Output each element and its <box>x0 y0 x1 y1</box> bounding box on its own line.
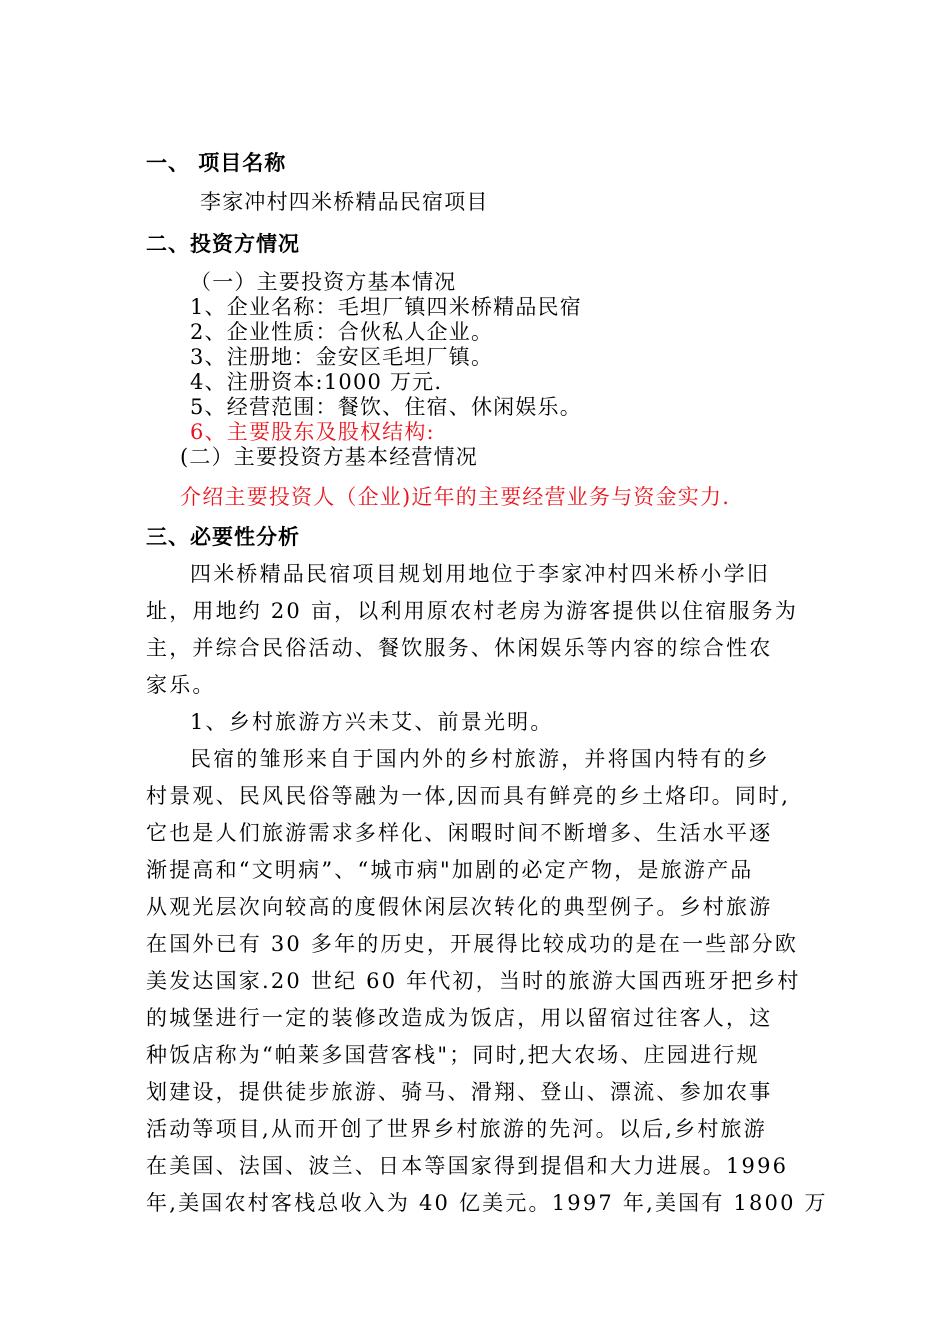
paragraph-line: 的城堡进行一定的装修改造成为饭店，用以留宿过往客人，这 <box>146 1006 773 1030</box>
paragraph-line: 划建设，提供徒步旅游、骑马、滑翔、登山、漂流、参加农事 <box>146 1080 773 1104</box>
investor-item: 1、企业名称：毛坦厂镇四米桥精品民宿 <box>190 295 582 319</box>
investor-item: 5、经营范围：餐饮、住宿、休闲娱乐。 <box>190 395 582 419</box>
investor-item-shareholders: 6、主要股东及股权结构: <box>190 420 435 444</box>
subsection-investor-operations: (二）主要投资方基本经营情况 <box>180 445 478 469</box>
section2-heading: 二、投资方情况 <box>146 232 300 256</box>
point-heading: 1、乡村旅游方兴未艾、前景光明。 <box>190 710 554 734</box>
paragraph-line: 址，用地约 20 亩，以利用原农村老房为游客提供以住宿服务为 <box>146 599 799 623</box>
paragraph-line: 活动等项目,从而开创了世界乡村旅游的先河。以后,乡村旅游 <box>146 1117 767 1141</box>
investor-item: 3、注册地：金安区毛坦厂镇。 <box>190 345 494 369</box>
paragraph-line: 从观光层次向较高的度假休闲层次转化的典型例子。乡村旅游 <box>146 895 773 919</box>
paragraph-line: 美发达国家.20 世纪 60 年代初，当时的旅游大国西班牙把乡村 <box>146 969 801 993</box>
paragraph-line: 年,美国农村客栈总收入为 40 亿美元。1997 年,美国有 1800 万 <box>146 1191 828 1215</box>
subsection-investor-basic: （一）主要投资方基本情况 <box>190 270 457 294</box>
paragraph-line: 在国外已有 30 多年的历史，开展得比较成功的是在一些部分欧 <box>146 932 799 956</box>
paragraph-line: 民宿的雏形来自于国内外的乡村旅游，并将国内特有的乡 <box>190 747 770 771</box>
paragraph-line: 主，并综合民俗活动、餐饮服务、休闲娱乐等内容的综合性农 <box>146 636 773 660</box>
paragraph-line: 家乐。 <box>146 673 216 697</box>
paragraph-line: 村景观、民风民俗等融为一体,因而具有鲜亮的乡土烙印。同时, <box>146 784 791 808</box>
paragraph-line: 四米桥精品民宿项目规划用地位于李家冲村四米桥小学旧 <box>190 562 770 586</box>
investor-item: 2、企业性质：合伙私人企业。 <box>190 320 494 344</box>
section3-heading: 三、必要性分析 <box>146 525 300 549</box>
section1-heading: 一、 项目名称 <box>146 151 287 175</box>
paragraph-line: 种饭店称为“帕莱多国营客栈"；同时,把大农场、庄园进行规 <box>146 1043 760 1067</box>
investor-item: 4、注册资本:1000 万元. <box>190 370 443 394</box>
investor-note: 介绍主要投资人（企业)近年的主要经营业务与资金实力. <box>180 485 731 509</box>
paragraph-line: 它也是人们旅游需求多样化、闲暇时间不断增多、生活水平逐 <box>146 821 773 845</box>
paragraph-line: 在美国、法国、波兰、日本等国家得到提倡和大力进展。1996 <box>146 1154 789 1178</box>
project-name: 李家冲村四米桥精品民宿项目 <box>200 190 489 214</box>
paragraph-line: 渐提高和“文明病”、“城市病"加剧的必定产物，是旅游产品 <box>146 858 754 882</box>
